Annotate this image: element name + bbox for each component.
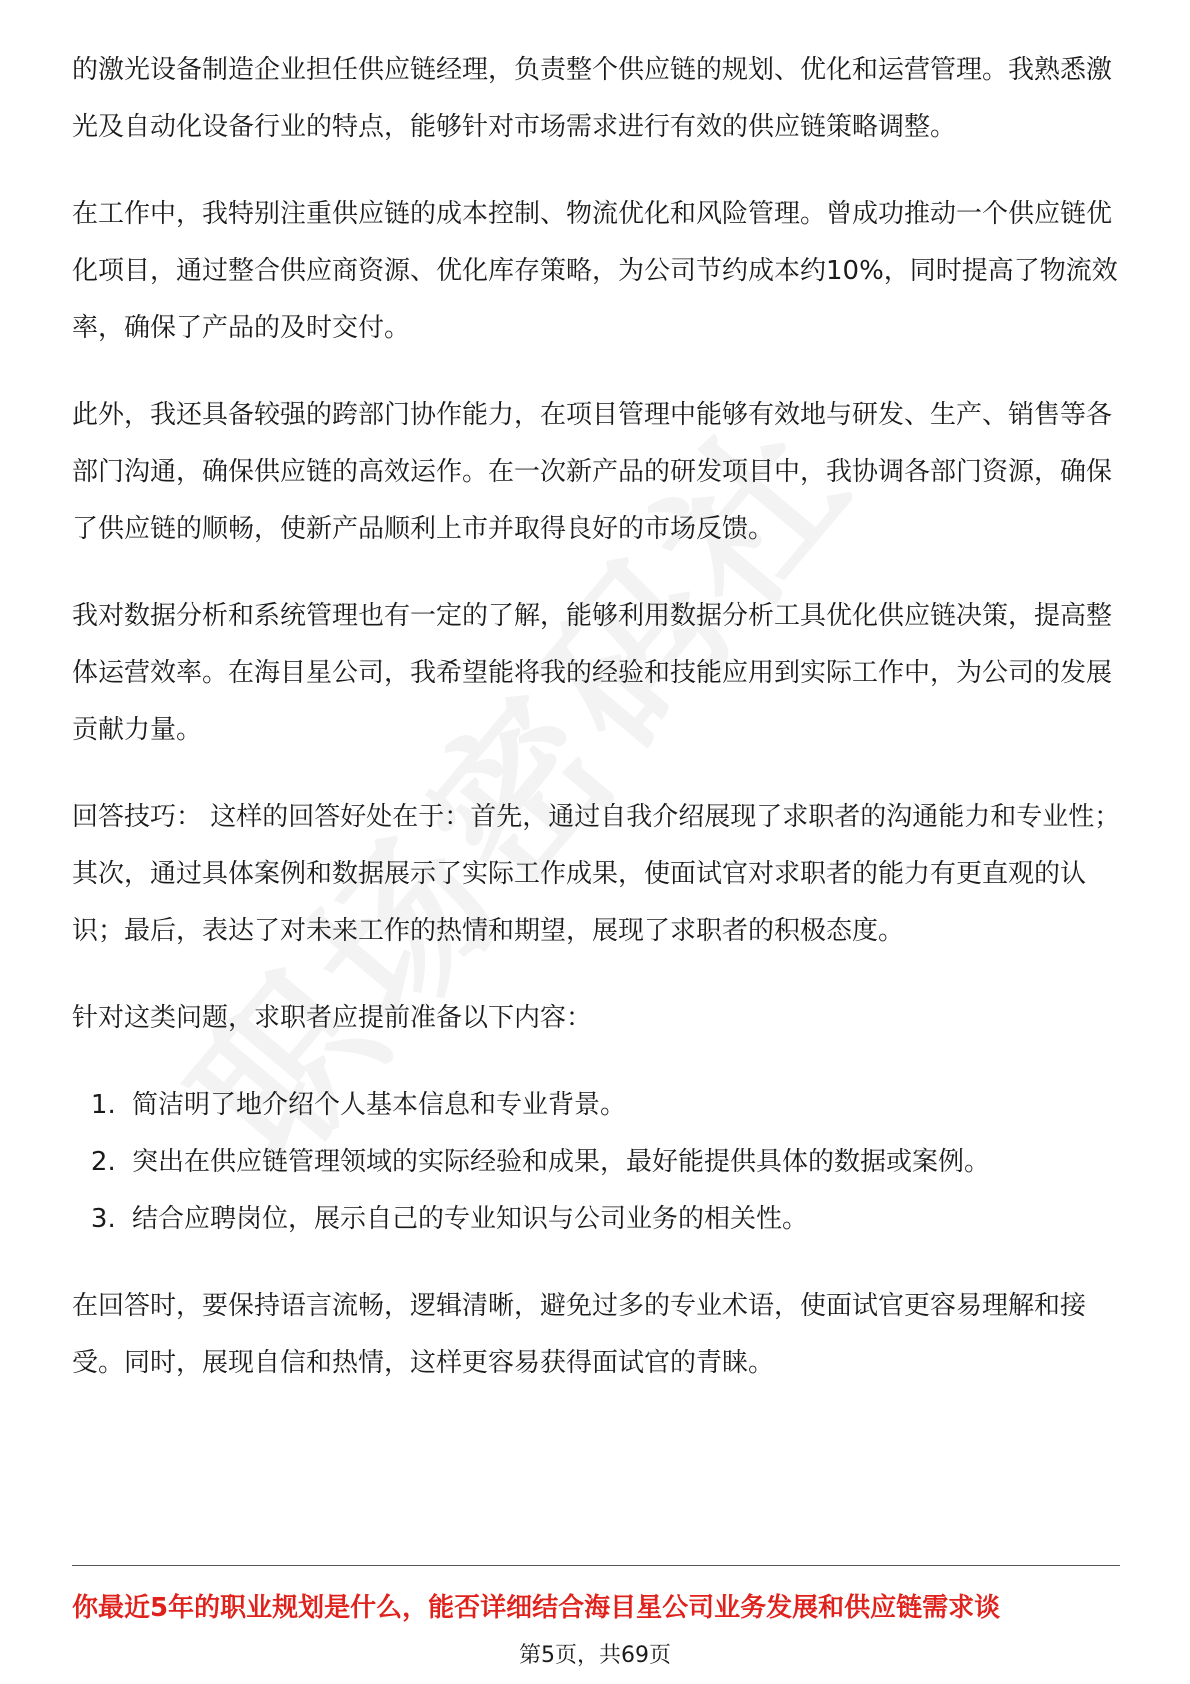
list-item: 1. 简洁明了地介绍个人基本信息和专业背景。 xyxy=(124,1077,1122,1134)
list-item: 3. 结合应聘岗位，展示自己的专业知识与公司业务的相关性。 xyxy=(124,1191,1122,1248)
paragraph-answer-tips: 回答技巧： 这样的回答好处在于：首先，通过自我介绍展现了求职者的沟通能力和专业性；其次，通过具体案例和数据展示了实际工作成果，使面试官对求职者的能力有更直观的认识；最后，表达了对未来工作的热情和期望，展现了求职者的积极态度。 xyxy=(72,802,1121,946)
paragraph-cost-control: 在工作中，我特别注重供应链的成本控制、物流优化和风险管理。曾成功推动一个供应链优化项目，通过整合供应商资源、优化库存策略，为公司节约成本约10%，同时提高了物流效率，确保了产品的及时交付。 xyxy=(72,199,1118,343)
paragraph-closing: 在回答时，要保持语言流畅，逻辑清晰，避免过多的专业术语，使面试官更容易理解和接受。同时，展现自信和热情，这样更容易获得面试官的青睐。 xyxy=(72,1291,1087,1378)
paragraph-data-analysis: 我对数据分析和系统管理也有一定的了解，能够利用数据分析工具优化供应链决策，提高整体运营效率。在海目星公司，我希望能将我的经验和技能应用到实际工作中，为公司的发展贡献力量。 xyxy=(72,601,1113,745)
page-number: 第5页，共69页 xyxy=(519,1643,671,1668)
list-item: 2. 突出在供应链管理领域的实际经验和成果，最好能提供具体的数据或案例。 xyxy=(124,1134,1122,1191)
document-body xyxy=(72,42,1122,1422)
preparation-list xyxy=(72,1077,1122,1248)
paragraph-collaboration: 此外，我还具备较强的跨部门协作能力，在项目管理中能够有效地与研发、生产、销售等各部门沟通，确保供应链的高效运作。在一次新产品的研发项目中，我协调各部门资源，确保了供应链的顺畅，使新产品顺利上市并取得良好的市场反馈。 xyxy=(72,400,1113,544)
paragraph-experience: 的激光设备制造企业担任供应链经理，负责整个供应链的规划、优化和运营管理。我熟悉激光及自动化设备行业的特点，能够针对市场需求进行有效的供应链策略调整。 xyxy=(72,55,1113,142)
next-question-heading: 你最近5年的职业规划是什么，能否详细结合海目星公司业务发展和供应链需求谈 xyxy=(72,1593,1001,1623)
paragraph-preparation-intro: 针对这类问题，求职者应提前准备以下内容： xyxy=(72,1003,593,1033)
footer-divider xyxy=(72,1565,1120,1566)
